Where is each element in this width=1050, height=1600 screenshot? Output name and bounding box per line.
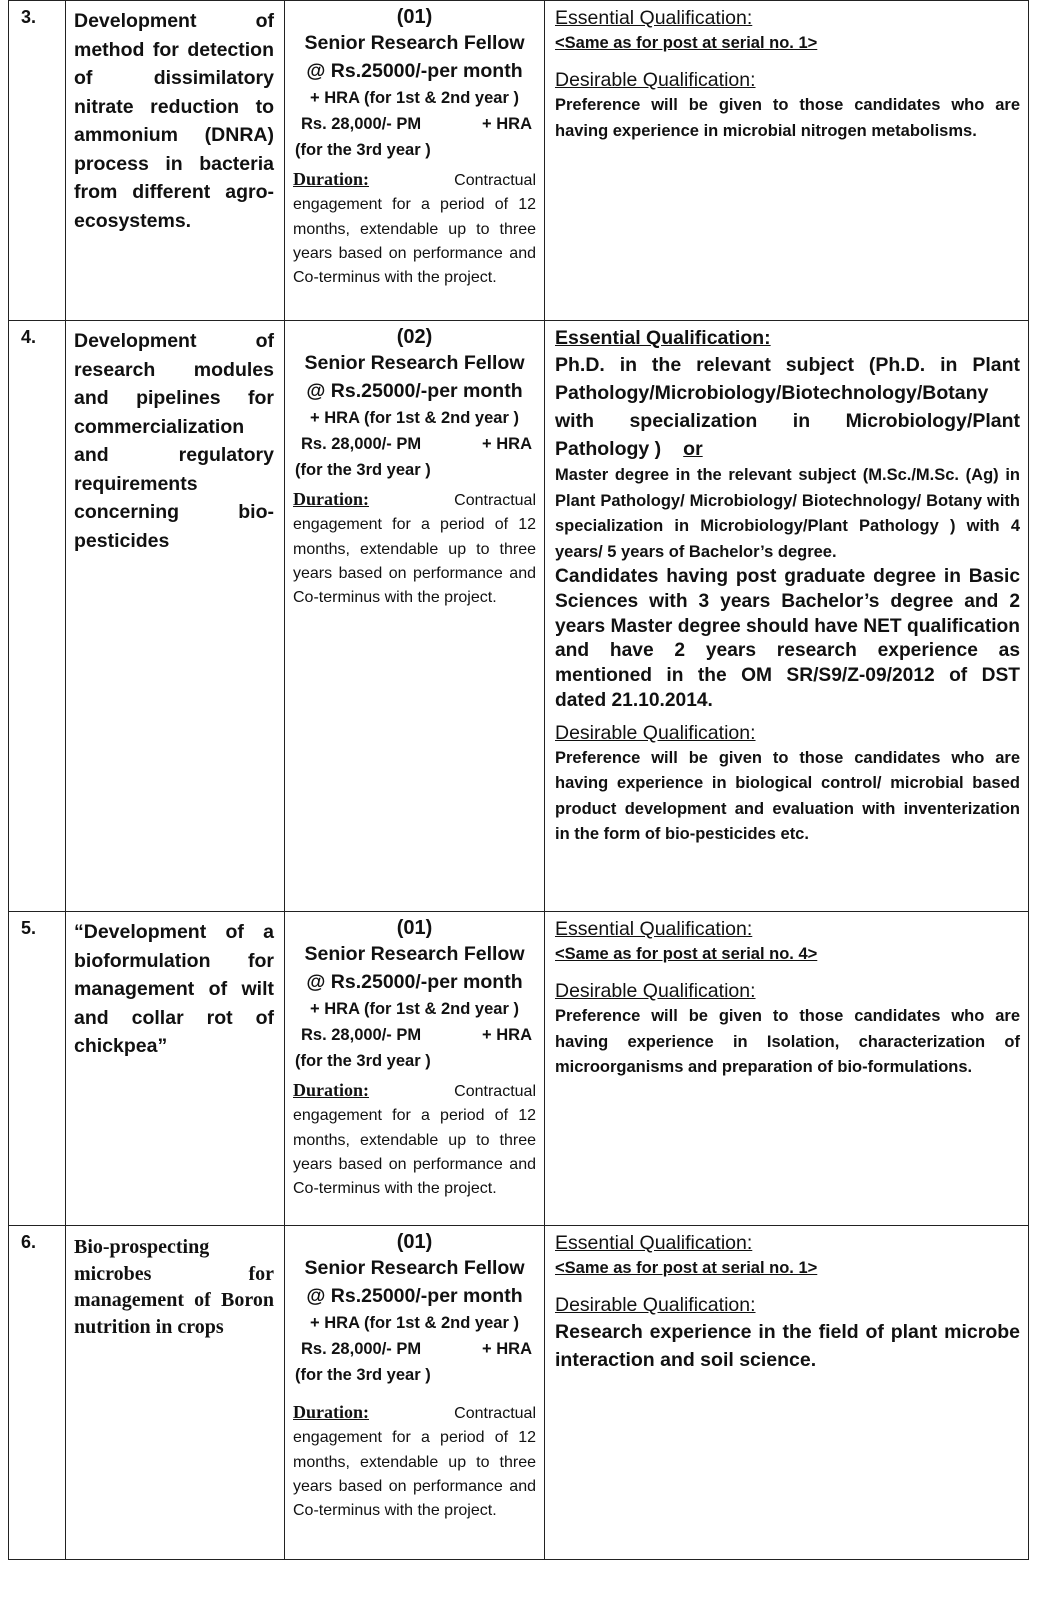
serial-number: 5. [21,918,37,938]
post-hra: + HRA (for 1st & 2nd year ) [310,1000,519,1018]
post-salary: @ Rs.25000/-per month [306,380,523,402]
post-count: (01) [396,6,433,28]
post-third-year: (for the 3rd year ) [295,141,431,159]
desirable-heading: Desirable Qualification: [555,980,756,1002]
serial-number: 6. [21,1232,37,1252]
essential-same: <Same as for post at serial no. 4> [555,945,818,963]
essential-heading: Essential Qualification: [555,1232,753,1254]
positions-table [8,0,1029,1560]
post-third-year: (for the 3rd year ) [295,1052,431,1070]
essential-heading: Essential Qualification: [555,327,771,349]
essential-phd-text: Ph.D. in the relevant subject (Ph.D. in Plant Pathology/Microbiology/Biotechnology/Botany with specialization in Microbiology/Plant Pathology ) [555,354,1020,460]
post-role: Senior Research Fellow [304,352,525,374]
post-details [285,1226,544,1523]
duration-text: Contractual engagement for a period of 12 months, extendable up to three years based on performance and Co-terminus with the project. [293,1083,536,1198]
table-row [9,1,1029,321]
serial-number: 4. [21,327,37,347]
qualifications [545,1,1028,144]
salary-third-amount: Rs. 28,000/- PM [301,1026,422,1044]
qualifications [545,912,1028,1081]
post-role: Senior Research Fellow [304,943,525,965]
duration-label: Duration: [293,1402,369,1422]
desirable-heading: Desirable Qualification: [555,721,756,744]
post-details [285,321,544,610]
post-role: Senior Research Fellow [304,1257,525,1279]
qualifications [545,1226,1028,1374]
post-salary-third [293,431,536,457]
essential-phd [555,351,1020,463]
post-count: (01) [396,917,433,939]
table-row [9,912,1029,1226]
salary-third-hra: + HRA [482,115,532,133]
essential-same: <Same as for post at serial no. 1> [555,1259,818,1277]
post-role: Senior Research Fellow [304,32,525,54]
essential-master: Master degree in the relevant subject (M.Sc./M.Sc. (Ag) in Plant Pathology/ Microbiology/ Biotechnology/ Botany with specialization in Microbiology/Plant Pathology ) with 4 years/ 5 years of Bachelor’s degree. [555,466,1020,561]
salary-third-hra: + HRA [482,435,532,453]
post-details [285,912,544,1201]
desirable-text: Preference will be given to those candidates who are having experience in microbial nitrogen metabolisms. [555,96,1020,140]
desirable-heading: Desirable Qualification: [555,1294,756,1316]
post-third-year: (for the 3rd year ) [295,1366,431,1384]
table-row [9,321,1029,912]
post-duration [293,167,536,290]
salary-third-amount: Rs. 28,000/- PM [301,1340,422,1358]
post-salary: @ Rs.25000/-per month [306,971,523,993]
essential-heading: Essential Qualification: [555,7,753,29]
post-duration [293,487,536,610]
table-row [9,1226,1029,1560]
project-title: Bio-prospecting microbes for management of Boron nutrition in crops [74,1236,274,1338]
project-title: Development of method for detection of dissimilatory nitrate reduction to ammonium (DNRA) process in bacteria from different agro-ecosystems. [74,10,274,232]
salary-third-hra: + HRA [482,1026,532,1044]
desirable-heading: Desirable Qualification: [555,69,756,91]
project-title: Development of research modules and pipelines for commercialization and regulatory requirements concerning bio-pesticides [74,330,274,552]
post-salary-third [293,1022,536,1048]
post-duration [293,1078,536,1201]
duration-label: Duration: [293,169,369,189]
essential-or: or [683,438,703,460]
duration-label: Duration: [293,1080,369,1100]
post-salary: @ Rs.25000/-per month [306,1285,523,1307]
post-details [285,1,544,290]
essential-net: Candidates having post graduate degree in Basic Sciences with 3 years Bachelor’s degree and 2 years Master degree should have NET qualification and have 2 years research experience as mentioned in the OM SR/S9/Z-09/2012 of DST dated 21.10.2014. [555,566,1020,711]
post-hra: + HRA (for 1st & 2nd year ) [310,1314,519,1332]
desirable-text: Preference will be given to those candidates who are having experience in biological control/ microbial based product development and evaluation with inventerization in the form of bio-pesticides etc. [555,748,1020,844]
serial-number: 3. [21,7,37,27]
post-hra: + HRA (for 1st & 2nd year ) [310,409,519,427]
duration-text: Contractual engagement for a period of 12 months, extendable up to three years based on performance and Co-terminus with the project. [293,172,536,287]
salary-third-amount: Rs. 28,000/- PM [301,435,422,453]
post-count: (02) [396,326,433,348]
essential-heading: Essential Qualification: [555,918,753,940]
qualifications [545,321,1028,848]
desirable-text: Research experience in the field of plant microbe interaction and soil science. [555,1321,1020,1371]
post-third-year: (for the 3rd year ) [295,461,431,479]
post-salary-third [293,1336,536,1362]
project-title: “Development of a bioformulation for management of wilt and collar rot of chickpea” [74,921,274,1057]
post-salary-third [293,111,536,137]
post-count: (01) [396,1231,433,1253]
post-duration [293,1400,536,1523]
desirable-text: Preference will be given to those candidates who are having experience in Isolation, characterization of microorganisms and preparation of bio-formulations. [555,1007,1020,1076]
post-hra: + HRA (for 1st & 2nd year ) [310,89,519,107]
salary-third-hra: + HRA [482,1340,532,1358]
duration-text: Contractual engagement for a period of 12 months, extendable up to three years based on performance and Co-terminus with the project. [293,492,536,607]
salary-third-amount: Rs. 28,000/- PM [301,115,422,133]
essential-same: <Same as for post at serial no. 1> [555,34,818,52]
post-salary: @ Rs.25000/-per month [306,60,523,82]
duration-text: Contractual engagement for a period of 12 months, extendable up to three years based on performance and Co-terminus with the project. [293,1405,536,1520]
duration-label: Duration: [293,489,369,509]
